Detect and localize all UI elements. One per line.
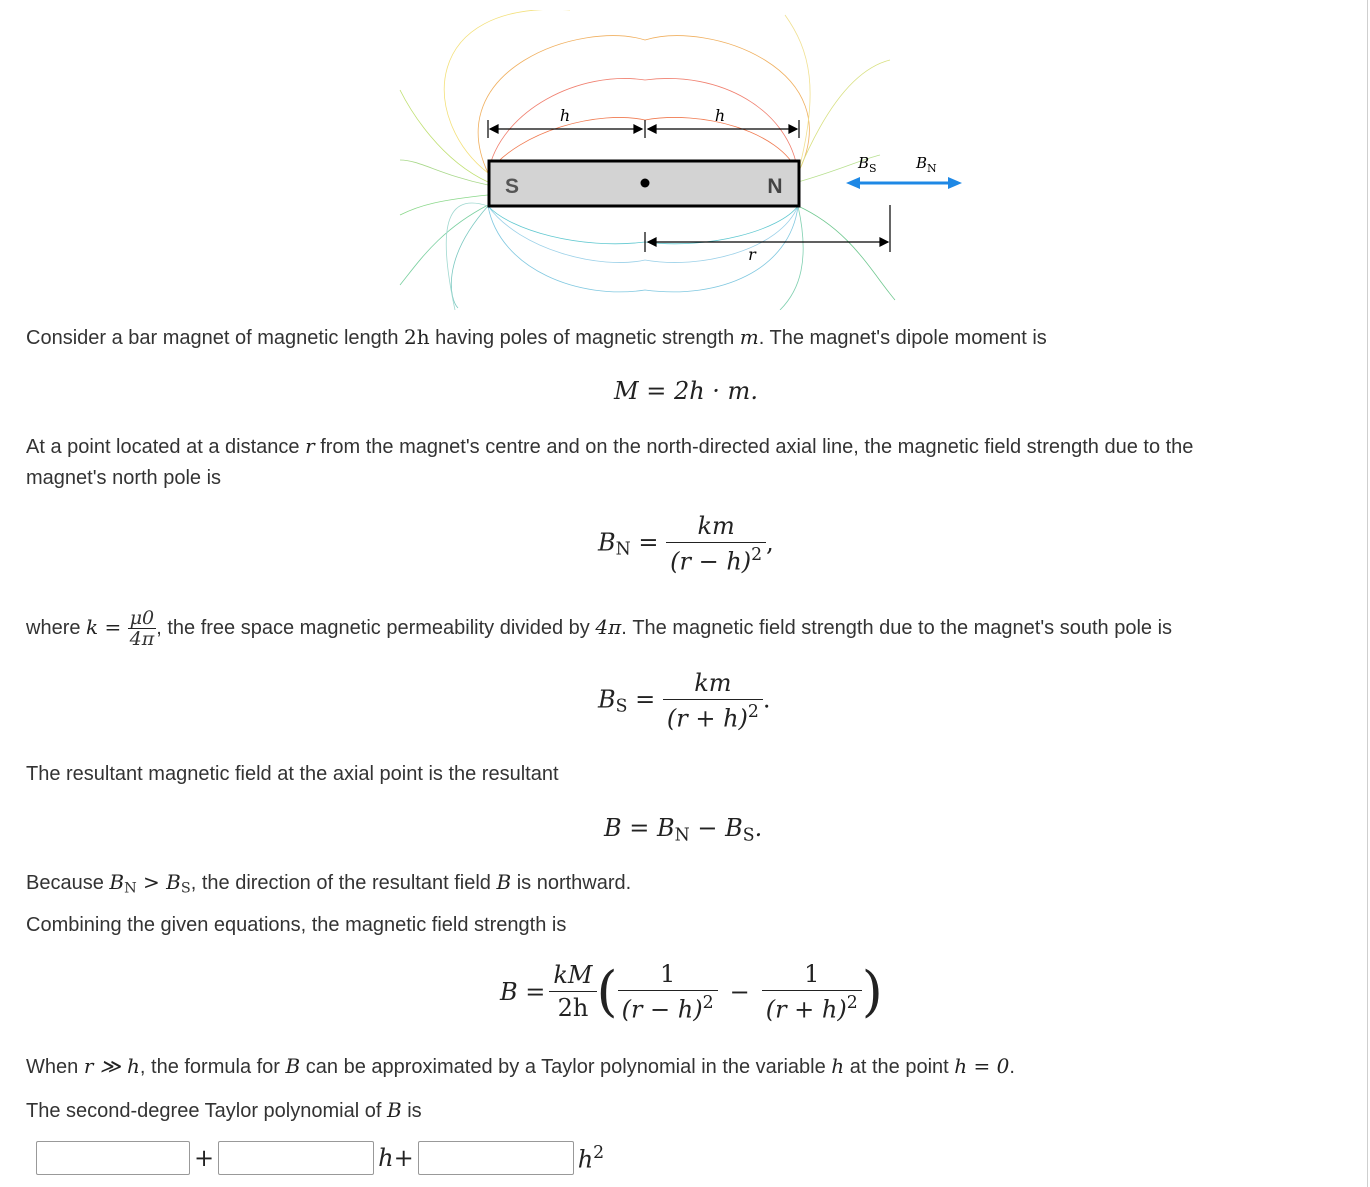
bn-label: $B_N$ xyxy=(916,154,937,175)
dim-label-h-left: h xyxy=(559,106,571,125)
dim-label-h-right: h xyxy=(714,106,726,125)
paragraph-axial-point-line2: magnet's north pole is xyxy=(26,467,222,489)
paragraph-intro: Consider a bar magnet of magnetic length 2h having poles of magnetic strength m. The magnet's dipole moment is xyxy=(26,325,1047,349)
field-line xyxy=(451,206,488,308)
paragraph-resultant: The resultant magnetic field at the axial point is the resultant xyxy=(26,763,559,785)
equation-resultant: $B = B_N - B_S$. xyxy=(604,814,763,846)
field-line xyxy=(444,10,570,173)
h-term-label: h+ xyxy=(378,1144,414,1172)
field-line xyxy=(400,90,488,182)
paragraph-because: Because $B_N > B_S$, the direction of the resultant field B is northward. xyxy=(26,870,632,897)
field-line xyxy=(478,36,809,173)
field-line xyxy=(400,160,488,185)
paragraph-where-k: where k = $\frac{\mu 0}{4\pi}$ , the free space magnetic permeability divided by 4π. The magnetic field strength due to the magnet's south pole is xyxy=(26,607,1173,650)
field-line xyxy=(785,15,810,173)
equation-combined: B = $\frac{kM}{2h}$ ( $\frac{1}{(r - h)^2}$ − $\frac{1}{(r + h)^2}$ ) xyxy=(500,959,883,1024)
magnet-centre-dot xyxy=(641,179,650,188)
h2-term-label: $h^2$ xyxy=(577,1142,605,1174)
equation-bs: $B_S$ = $\frac{km}{(r + h)^2}$ . xyxy=(598,669,771,733)
bs-label: $B_S$ xyxy=(858,154,877,175)
field-line xyxy=(488,78,798,173)
plus-sign: + xyxy=(194,1144,215,1172)
field-line xyxy=(400,205,488,285)
answer-input-constant[interactable] xyxy=(36,1141,190,1175)
field-line xyxy=(780,206,803,310)
north-pole-label: N xyxy=(767,175,783,198)
paragraph-combining: Combining the given equations, the magnetic field strength is xyxy=(26,914,567,936)
dim-label-r: r xyxy=(748,245,756,264)
answer-input-h-coefficient[interactable] xyxy=(218,1141,374,1175)
field-line xyxy=(488,206,798,244)
equation-dipole-moment: M = 2h · m. xyxy=(614,377,758,405)
right-edge-rule xyxy=(1367,0,1368,1187)
answer-row xyxy=(36,1138,608,1178)
mu0-over-4pi: $\frac{\mu 0}{4\pi}$ xyxy=(129,607,155,650)
paragraph-taylor: The second-degree Taylor polynomial of B is xyxy=(26,1098,422,1122)
paragraph-axial-point: At a point located at a distance r from the magnet's centre and on the north-directed axial line, the magnetic field strength due to the xyxy=(26,434,1194,458)
field-line xyxy=(798,206,895,300)
paragraph-when-r: When r ≫ h, the formula for B can be approximated by a Taylor polynomial in the variable h at the point h = 0. xyxy=(26,1054,1015,1078)
answer-input-h2-coefficient[interactable] xyxy=(418,1141,574,1175)
bar-magnet-diagram xyxy=(380,10,980,310)
equation-bn: $B_N$ = $\frac{km}{(r - h)^2}$ , xyxy=(598,512,774,576)
south-pole-label: S xyxy=(504,175,520,198)
